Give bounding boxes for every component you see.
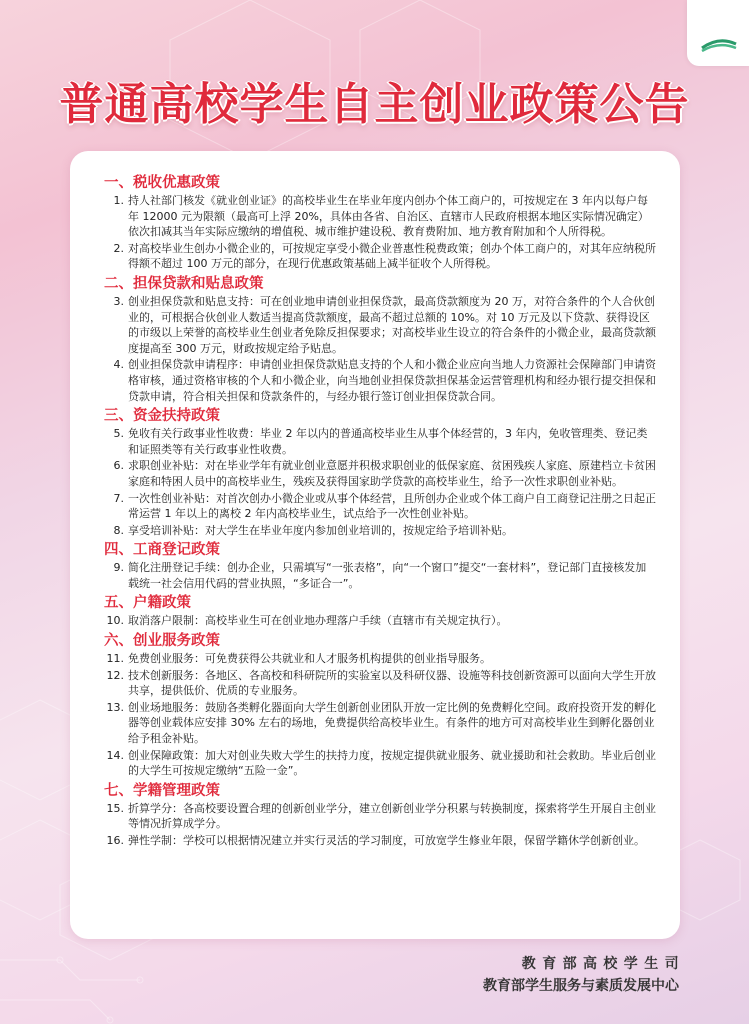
section-heading: 五、户籍政策 — [104, 595, 191, 612]
item-text: 求职创业补贴：对在毕业学年有就业创业意愿并积极求职创业的低保家庭、贫困残疾人家庭、原建档立卡贫困家庭和特困人员中的高校毕业生，残疾及获得国家助学贷款的高校毕业生，给予一次性求职创业补贴。 — [128, 459, 656, 488]
policy-item — [104, 560, 656, 591]
item-text: 对高校毕业生创办小微企业的，可按规定享受小微企业普惠性税费政策；创办个体工商户的，对其年应纳税所得额不超过 100 万元的部分，在现行优惠政策基础上减半征收个人所得税。 — [128, 241, 656, 271]
section-heading: 三、资金扶持政策 — [104, 408, 220, 425]
item-text: 取消落户限制：高校毕业生可在创业地办理落户手续（直辖市有关规定执行）。 — [128, 614, 508, 628]
policy-item — [104, 700, 656, 747]
policy-item — [104, 357, 656, 404]
item-number: 15. — [106, 801, 124, 815]
page-title: 普通高校学生自主创业政策公告 — [59, 79, 690, 130]
item-text: 折算学分：各高校要设置合理的创新创业学分，建立创新创业学分积累与转换制度，探索将学生开展自主创业等情况折算成学分。 — [128, 801, 656, 831]
policy-item — [104, 193, 656, 240]
section-heading: 六、创业服务政策 — [104, 633, 220, 650]
item-text: 创业担保贷款和贴息支持：可在创业地申请创业担保贷款，最高贷款额度为 20 万，对符合条件的个人合伙创业的，可根据合伙创业人数适当提高贷款额度，最高不超过总额的 10%。对 10 万元及以下贷款、获得设区的市级以上荣誉的高校毕业生创业者免除反担保要求；对高校毕业生设立的符合条件的小微企业，最高贷款额度提高至 300 万元，财政按规定给予贴息。 — [128, 294, 656, 355]
item-number: 9. — [113, 561, 124, 575]
issuer-line-2: 教育部学生服务与素质发展中心 — [483, 978, 679, 994]
policy-section — [104, 173, 656, 272]
policy-item — [104, 241, 656, 272]
section-heading: 七、学籍管理政策 — [104, 782, 220, 799]
policy-item — [104, 426, 656, 457]
section-heading: 一、税收优惠政策 — [104, 175, 220, 191]
policy-section — [104, 593, 656, 629]
policy-item — [104, 801, 656, 832]
policy-section — [104, 274, 656, 404]
item-number: 10. — [106, 614, 124, 628]
item-text: 简化注册登记手续：创办企业，只需填写“一张表格”，向“一个窗口”提交“一套材料”，登记部门直接核发加载统一社会信用代码的营业执照，“多证合一”。 — [128, 561, 647, 590]
item-text: 持人社部门核发《就业创业证》的高校毕业生在毕业年度内创办个体工商户的，可按规定在 3 年内以每户每年 12000 元为限额（最高可上浮 20%，具体由各省、自治区、直辖市人民政府根据本地区实际情况确定）依次扣减其当年实际应缴纳的增值税、城市维护建设税、教育费附加、地方教育附加和个人所得税。 — [128, 194, 649, 239]
policy-item — [104, 458, 656, 489]
policy-item — [104, 748, 656, 779]
item-text: 技术创新服务：各地区、各高校和科研院所的实验室以及科研仪器、设施等科技创新资源可以面向大学生开放共享，提供低价、优质的专业服务。 — [128, 668, 656, 698]
item-number: 13. — [106, 700, 124, 714]
item-text: 创业场地服务：鼓励各类孵化器面向大学生创新创业团队开放一定比例的免费孵化空间。政府投资开发的孵化器等创业载体应安排 30% 左右的场地，免费提供给高校毕业生。有条件的地方可对高校毕业生到孵化器创业给予租金补贴。 — [128, 700, 656, 746]
policy-item — [104, 833, 656, 849]
policy-item — [104, 294, 656, 356]
item-number: 14. — [106, 748, 124, 762]
item-number: 4. — [113, 358, 124, 372]
item-text: 弹性学制：学校可以根据情况建立并实行灵活的学习制度，可放宽学生修业年限，保留学籍休学创新创业。 — [128, 834, 645, 847]
policy-section — [104, 781, 656, 849]
item-text: 创业担保贷款申请程序：申请创业担保贷款贴息支持的个人和小微企业应向当地人力资源社会保障部门申请资格审核，通过资格审核的个人和小微企业，向当地创业担保贷款担保基金运营管理机构和经办银行提交担保和贷款申请，符合相关担保和贷款条件的，与经办银行签订创业担保贷款合同。 — [128, 358, 656, 403]
item-text: 一次性创业补贴：对首次创办小微企业或从事个体经营，且所创办企业或个体工商户自工商登记注册之日起正常运营 1 年以上的离校 2 年内高校毕业生，试点给予一次性创业补贴。 — [128, 491, 656, 521]
policy-item — [104, 491, 656, 522]
section-heading: 二、担保贷款和贴息政策 — [104, 275, 264, 292]
item-text: 免费创业服务：可免费获得公共就业和人才服务机构提供的创业指导服务。 — [128, 652, 491, 666]
item-number: 5. — [113, 427, 124, 441]
issuer-line-1: 教育部高校学生司 — [521, 956, 685, 972]
item-text: 享受培训补贴：对大学生在毕业年度内参加创业培训的，按规定给予培训补贴。 — [128, 523, 513, 537]
policy-item — [104, 523, 656, 539]
issuer-footer — [483, 953, 685, 997]
item-text: 免收有关行政事业性收费：毕业 2 年以内的普通高校毕业生从事个体经营的，3 年内，免收管理类、登记类和证照类等有关行政事业性收费。 — [128, 427, 648, 456]
logo-badge — [687, 0, 749, 66]
item-number: 7. — [113, 491, 124, 505]
policy-section — [104, 540, 656, 591]
item-number: 12. — [106, 668, 124, 682]
policy-item — [104, 668, 656, 699]
item-number: 3. — [113, 294, 124, 308]
item-number: 16. — [106, 834, 124, 847]
item-number: 6. — [113, 459, 124, 473]
logo-icon — [701, 36, 737, 52]
policy-section — [104, 406, 656, 538]
item-text: 创业保障政策：加大对创业失败大学生的扶持力度，按规定提供就业服务、就业援助和社会救助。毕业后创业的大学生可按规定缴纳“五险一金”。 — [128, 748, 656, 778]
policy-item — [104, 613, 656, 629]
policy-item — [104, 651, 656, 667]
policy-card — [70, 151, 680, 939]
item-number: 2. — [113, 241, 124, 255]
policy-section — [104, 631, 656, 779]
item-number: 8. — [113, 523, 124, 537]
item-number: 11. — [106, 652, 124, 666]
item-number: 1. — [113, 194, 124, 207]
section-heading: 四、工商登记政策 — [104, 542, 220, 559]
